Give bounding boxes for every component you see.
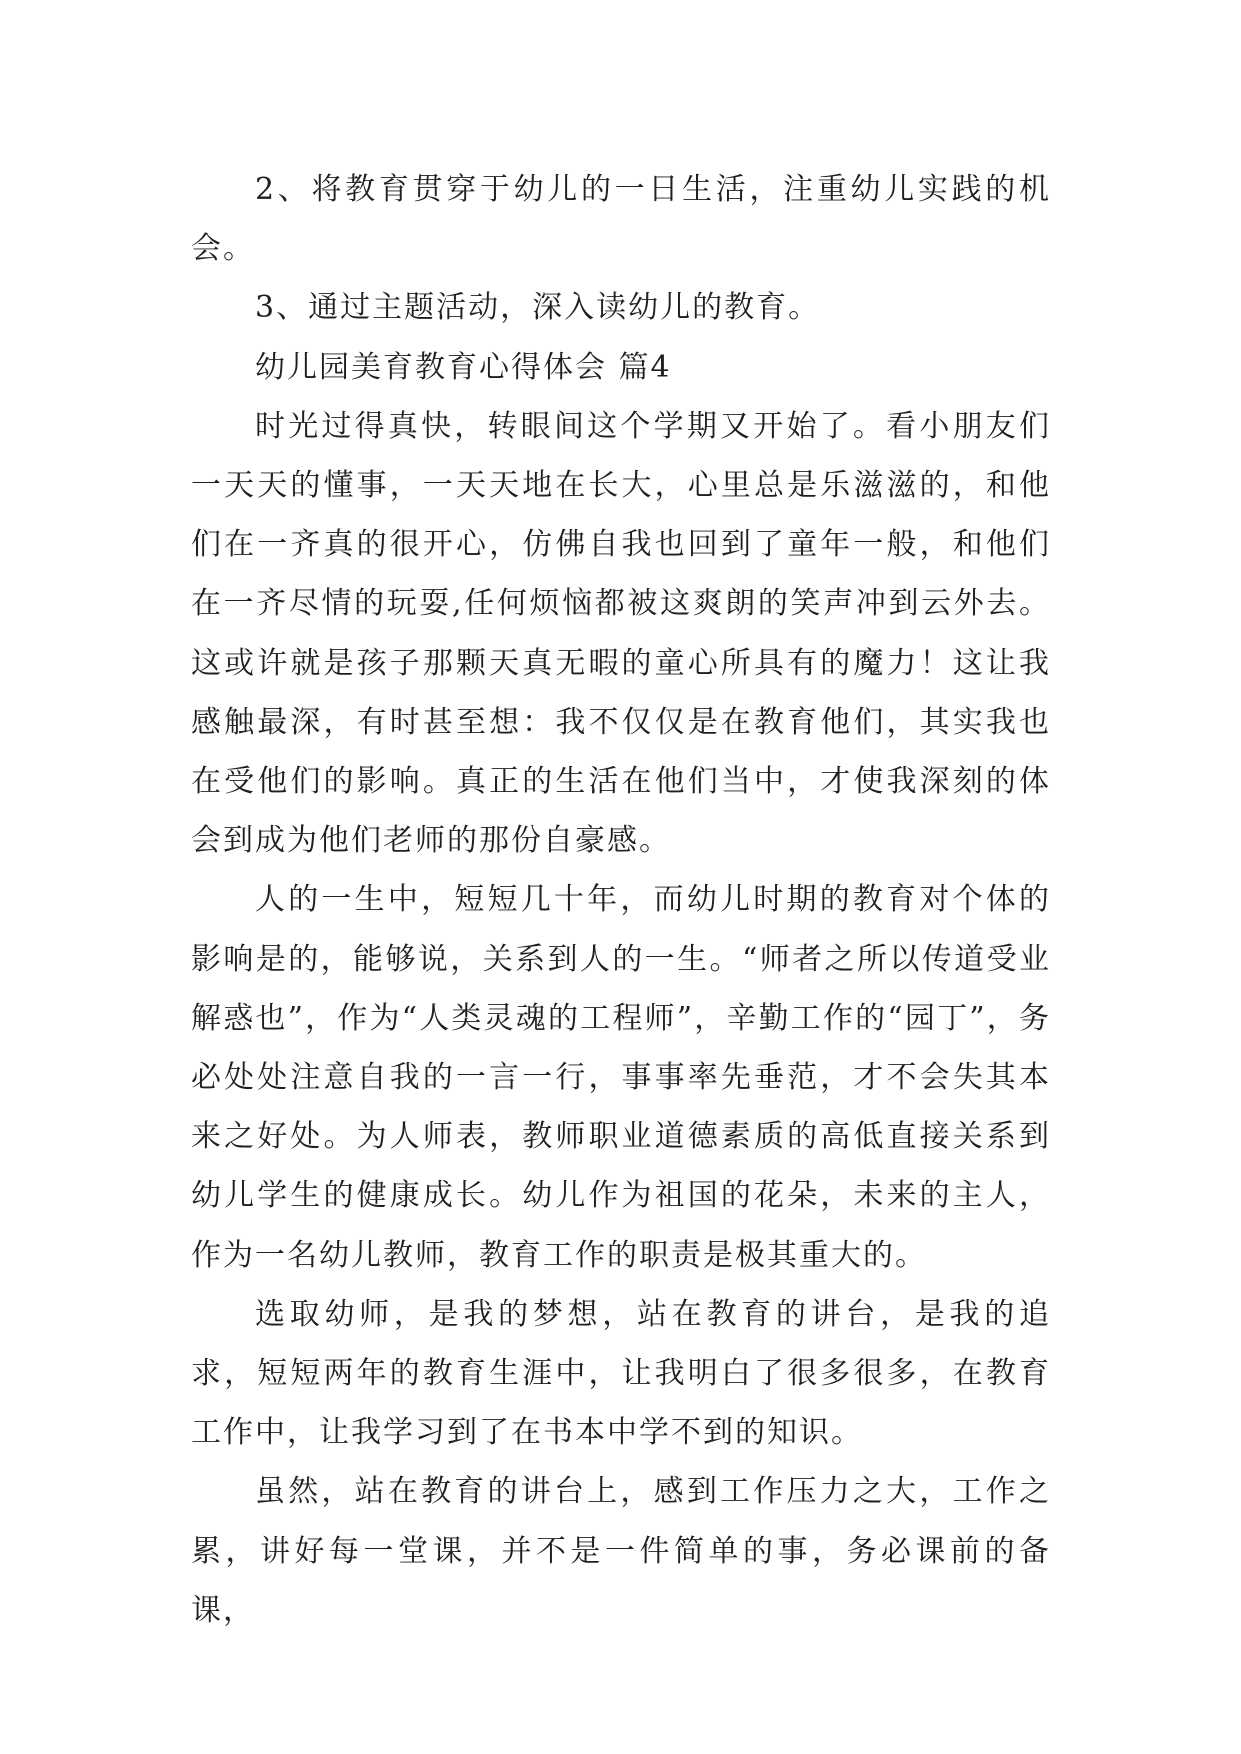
paragraph-item-2: 2、将教育贯穿于幼儿的一日生活，注重幼儿实践的机会。 [191,172,1051,267]
paragraph: 虽然，站在教育的讲台上，感到工作压力之大，工作之累，讲好每一堂课，并不是一件简单的事，务必课前的备课， [191,1474,1051,1628]
section-heading: 幼儿园美育教育心得体会 篇4 [255,349,672,385]
paragraph-item-3: 3、通过主题活动，深入读幼儿的教育。 [255,290,821,326]
paragraph: 选取幼师，是我的梦想，站在教育的讲台，是我的追求，短短两年的教育生涯中，让我明白了很多很多，在教育工作中，让我学习到了在书本中学不到的知识。 [191,1296,1051,1451]
document-body [191,160,1051,1640]
paragraph: 时光过得真快，转眼间这个学期又开始了。看小朋友们一天天的懂事，一天天地在长大，心里总是乐滋滋的，和他们在一齐真的很开心，仿佛自我也回到了童年一般，和他们在一齐尽情的玩耍,任何烦恼都被这爽朗的笑声冲到云外去。这或许就是孩子那颗天真无暇的童心所具有的魔力！这让我感触最深，有时甚至想：我不仅仅是在教育他们，其实我也在受他们的影响。真正的生活在他们当中，才使我深刻的体会到成为他们老师的那份自豪感。 [191,408,1051,859]
paragraph: 人的一生中，短短几十年，而幼儿时期的教育对个体的影响是的，能够说，关系到人的一生。“师者之所以传道受业解惑也”，作为“人类灵魂的工程师”，辛勤工作的“园丁”，务必处处注意自我的一言一行，事事率先垂范，才不会失其本来之好处。为人师表，教师职业道德素质的高低直接关系到幼儿学生的健康成长。幼儿作为祖国的花朵，未来的主人，作为一名幼儿教师，教育工作的职责是极其重大的。 [191,882,1051,1273]
